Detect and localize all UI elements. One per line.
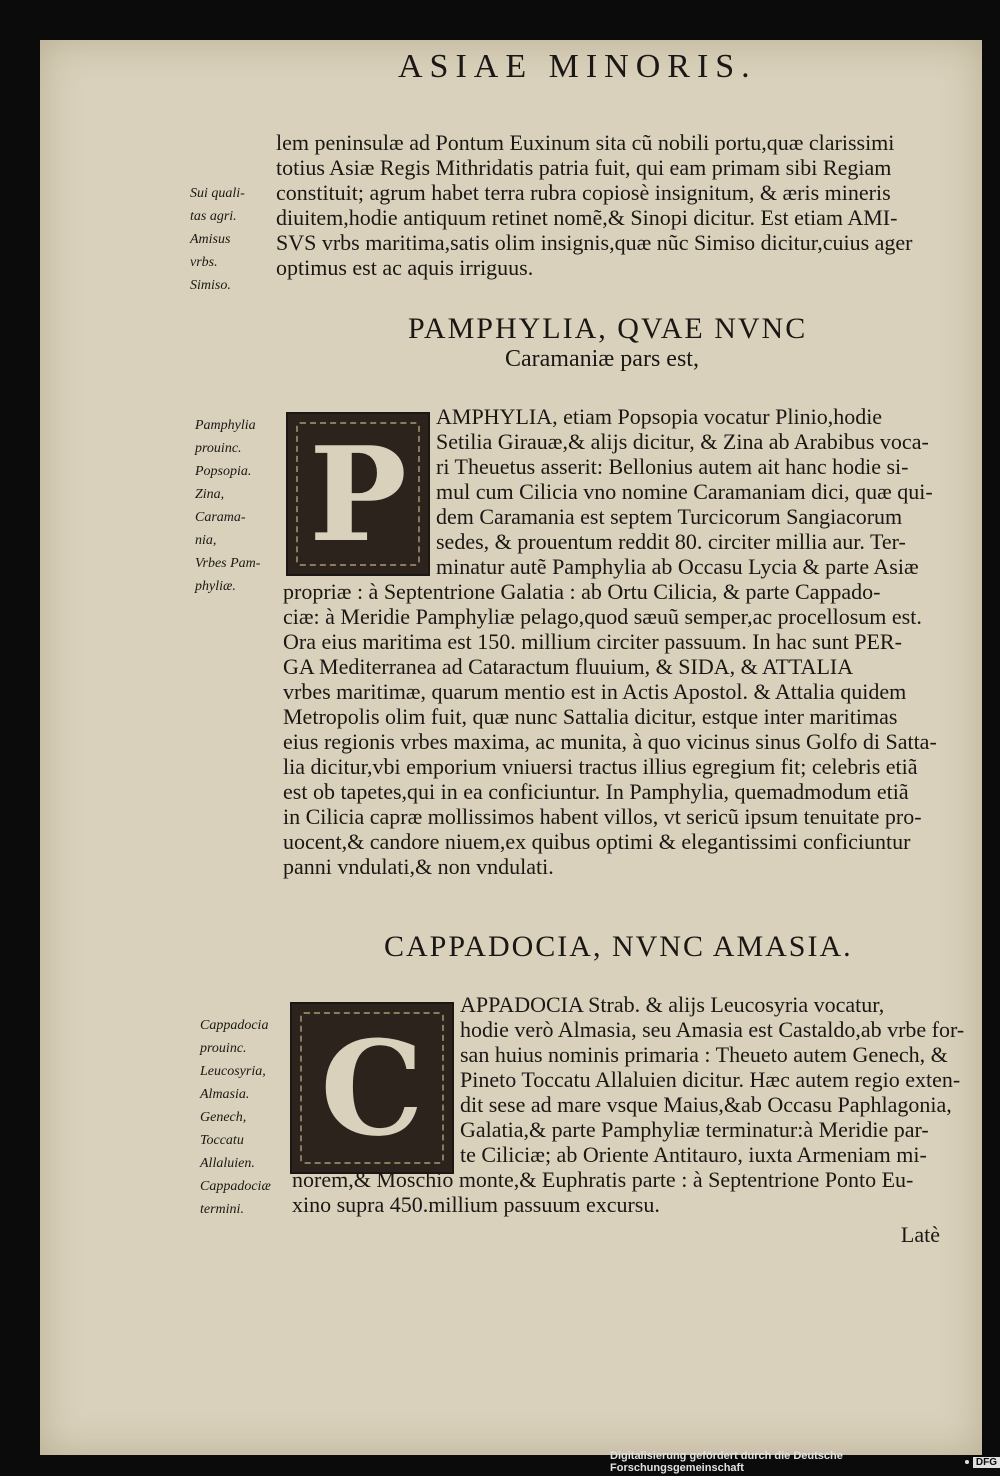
text-line: ciæ: à Meridie Pamphyliæ pelago,quod sæuũ semper,ac procellosum est. [283,604,922,629]
margin-note: Vrbes Pam- [195,556,261,571]
text-line: Setilia Girauæ,& alijs dicitur, & Zina ab Arabibus voca- [436,429,929,454]
text-line: mul cum Cilicia vno nomine Caramaniam dici, quæ qui- [436,479,933,504]
text-line: ri Theuetus asserit: Bellonius autem ait hanc hodie si- [436,454,909,479]
text-line: est ob tapetes,qui in ea conficiuntur. In Pamphylia, quemadmodum etiã [283,779,909,804]
text-block-2-indented [436,404,933,579]
margin-note: Sui quali- [190,186,245,201]
margin-note: termini. [200,1202,244,1217]
margin-note: phyliæ. [195,579,236,594]
text-block-2-full [283,579,937,879]
margin-note: Allaluien. [200,1156,255,1171]
margin-note: Cappadociæ [200,1179,271,1194]
text-block-3-full [292,1167,913,1217]
catchword: Latè [900,1222,940,1247]
text-block-1 [276,130,913,280]
text-line: lem peninsulæ ad Pontum Euxinum sita cũ nobili portu,quæ clarissimi [276,130,895,155]
text-line: minatur autẽ Pamphylia ab Occasu Lycia & parte Asiæ [436,554,919,579]
text-line: Pineto Toccatu Allaluien dicitur. Hæc autem regio exten- [460,1067,961,1092]
digitization-footer [610,1450,1000,1474]
margin-note: Cappadocia [200,1018,269,1033]
margin-note: Genech, [200,1110,247,1125]
text-line: AMPHYLIA, etiam Popsopia vocatur Plinio,hodie [436,404,883,429]
text-line: Metropolis olim fuit, quæ nunc Sattalia dicitur, estque inter maritimas [283,704,898,729]
running-header: ASIAE MINORIS. [398,48,757,85]
text-line: propriæ : à Septentrione Galatia : ab Ortu Cilicia, & parte Cappado- [283,579,881,604]
text-line: Galatia,& parte Pamphyliæ terminatur:à Meridie par- [460,1117,929,1142]
section-subheading-pamphylia: Caramaniæ pars est, [505,346,699,372]
text-line: constituit; agrum habet terra rubra copiosè insignitum, & æris mineris [276,180,891,205]
text-line: diuitem,hodie antiquum retinet nomẽ,& Sinopi dicitur. Est etiam AMI- [276,205,898,230]
decorated-initial-p [286,412,430,576]
text-line: uocent,& candore niuem,ex quibus optimi & elegantissimi conficiuntur [283,829,911,854]
text-line: hodie verò Almasia, seu Amasia est Castaldo,ab vrbe for- [460,1017,965,1042]
separator-dot-icon [965,1460,969,1464]
dfg-logo: DFG [973,1457,1000,1468]
text-line: totius Asiæ Regis Mithridatis patria fuit, qui eam primam sibi Regiam [276,155,892,180]
text-line: GA Mediterranea ad Cataractum fluuium, & SIDA, & ATTALIA [283,654,854,679]
text-line: te Ciliciæ; ab Oriente Antitauro, iuxta Armeniam mi- [460,1142,927,1167]
text-line: panni vndulati,& non vndulati. [283,854,554,879]
margin-note: Zina, [195,487,225,502]
margin-note: Popsopia. [195,464,252,479]
text-line: norem,& Moschio monte,& Euphratis parte : à Septentrione Ponto Eu- [292,1167,914,1192]
margin-note: Leucosyria, [200,1064,266,1079]
margin-note: nia, [195,533,217,548]
margin-note: Carama- [195,510,246,525]
section-heading-cappadocia: CAPPADOCIA, NVNC AMASIA. [384,930,853,963]
margin-note: Simiso. [190,278,231,293]
text-line: lia dicitur,vbi emporium vniuersi tractus illius egregium fit; celebris etiã [283,754,918,779]
text-line: dem Caramania est septem Turcicorum Sangiacorum [436,504,903,529]
initial-letter-p: P [309,417,407,571]
margin-note: tas agri. [190,209,237,224]
margin-note: vrbs. [190,255,218,270]
text-line: SVS vrbs maritima,satis olim insignis,quæ nũc Simiso dicitur,cuius ager [276,230,913,255]
text-line: eius regionis vrbes maxima, ac munita, à quo vicinus sinus Golfo di Satta- [283,729,937,754]
text-line: optimus est ac aquis irriguus. [276,255,534,280]
text-line: vrbes maritimæ, quarum mentio est in Actis Apostol. & Attalia quidem [283,679,907,704]
margin-note: Amisus [190,232,231,247]
decorated-initial-c [290,1002,454,1174]
footer-text: Digitalisierung gefördert durch die Deutsche Forschungsgemeinschaft [610,1450,843,1474]
text-line: Ora eius maritima est 150. millium circiter passuum. In hac sunt PER- [283,629,902,654]
margin-note: Toccatu [200,1133,244,1148]
margin-note: prouinc. [200,1041,247,1056]
text-block-3-indented [460,992,964,1167]
text-line: san huius nominis primaria : Theueto autem Genech, & [460,1042,948,1067]
text-line: xino supra 450.millium passuum excursu. [292,1192,660,1217]
margin-notes-1 [190,182,245,297]
margin-note: prouinc. [195,441,242,456]
margin-notes-2 [195,414,260,598]
margin-notes-3 [200,1014,271,1221]
text-line: sedes, & prouentum reddit 80. circiter millia aur. Ter- [436,529,906,554]
initial-letter-c: C [320,1011,424,1165]
text-line: dit sese ad mare vsque Maius,&ab Occasu Paphlagonia, [460,1092,952,1117]
margin-note: Pamphylia [195,418,256,433]
margin-note: Almasia. [200,1087,250,1102]
text-line: APPADOCIA Strab. & alijs Leucosyria vocatur, [460,992,885,1017]
section-heading-pamphylia: PAMPHYLIA, QVAE NVNC [408,312,808,345]
text-line: in Cilicia capræ mollissimos habent villos, vt sericũ ipsum tenuitate pro- [283,804,922,829]
